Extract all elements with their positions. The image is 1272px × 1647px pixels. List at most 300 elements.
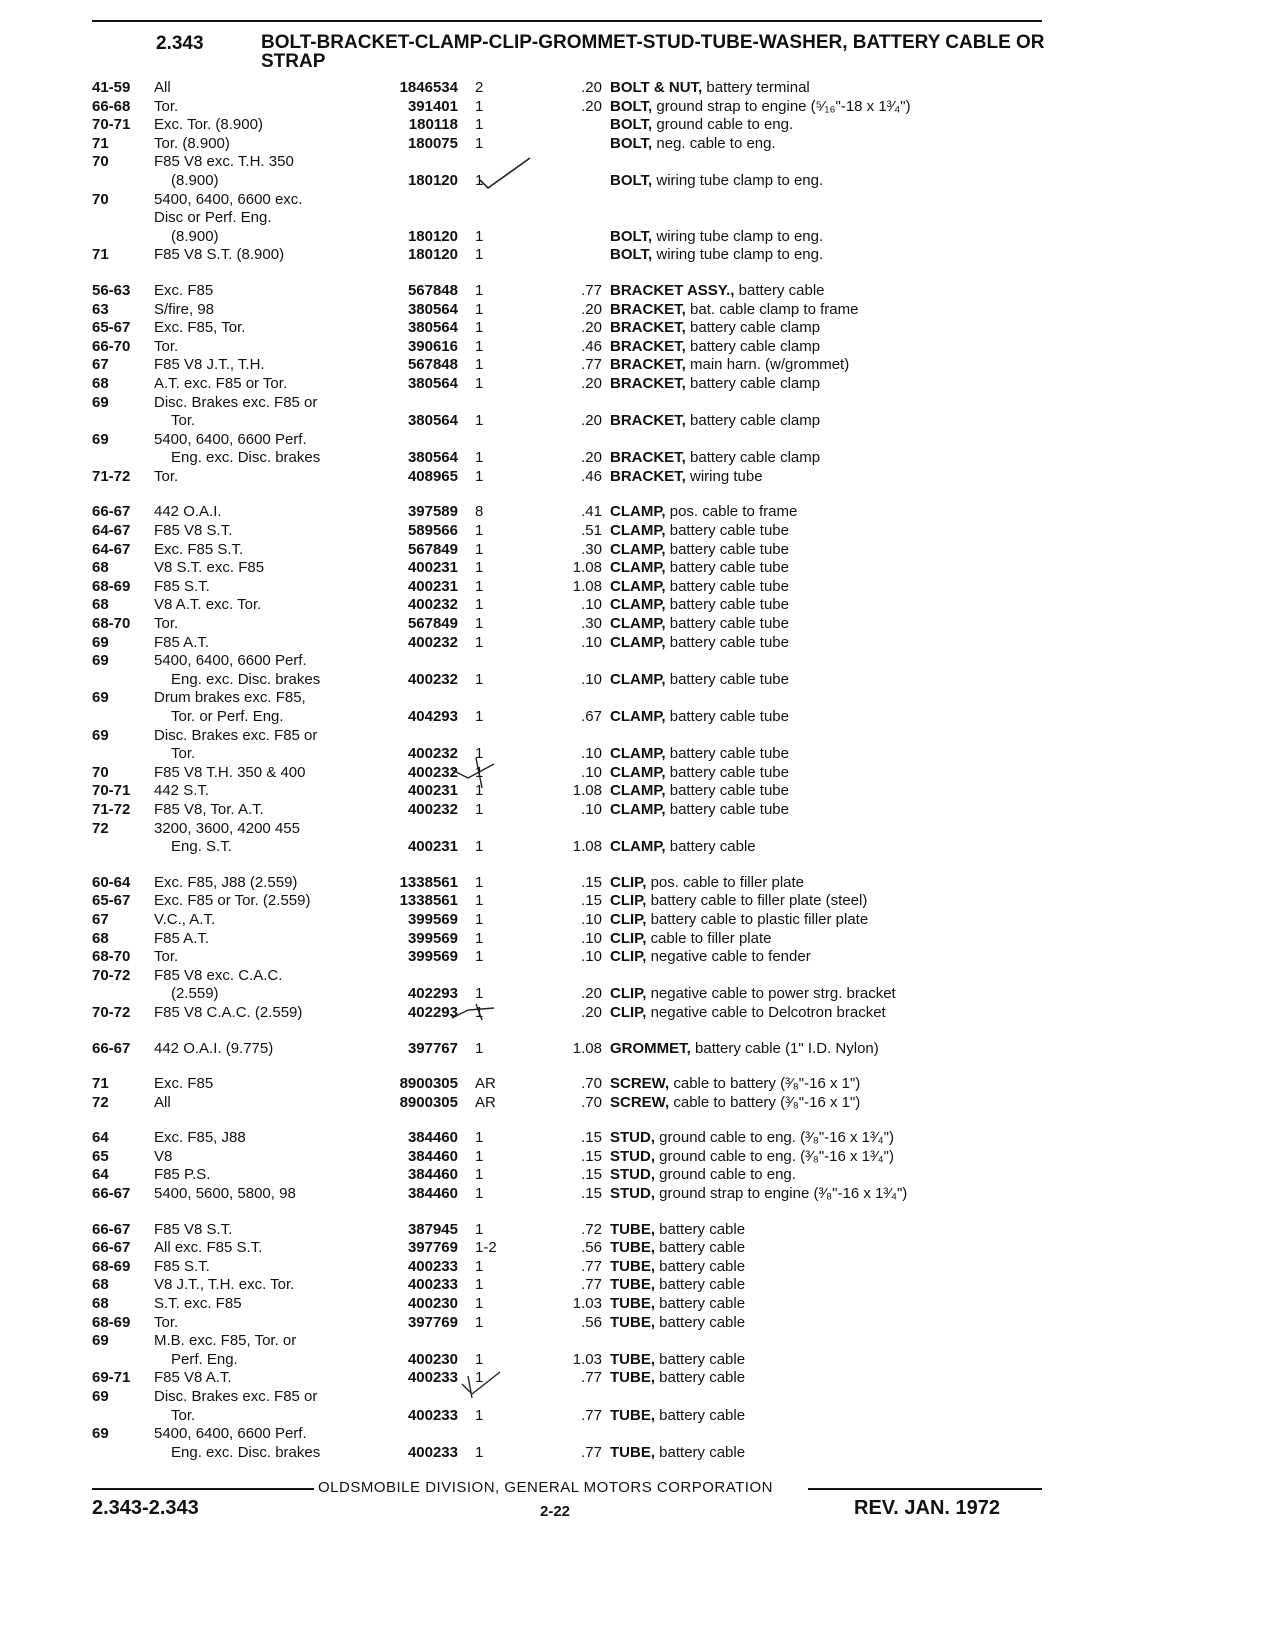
price: .10 xyxy=(581,633,602,651)
part-number: 402293 xyxy=(407,1003,458,1021)
part-description xyxy=(610,228,1040,247)
quantity: 1 xyxy=(475,97,484,115)
part-item-name: CLAMP, xyxy=(610,596,666,614)
price: .72 xyxy=(581,1220,602,1238)
application: Tor. xyxy=(154,615,179,633)
model-years: 68 xyxy=(92,929,109,947)
part-description xyxy=(610,1004,1040,1023)
part-number: 400232 xyxy=(407,670,458,688)
quantity: 1 xyxy=(475,1147,484,1165)
quantity: 8 xyxy=(475,503,484,521)
part-description xyxy=(610,930,1040,949)
quantity: 1 xyxy=(475,356,484,374)
group-gap xyxy=(92,1204,1052,1221)
part-item-name: BRACKET, xyxy=(610,374,686,392)
part-item-name: CLAMP, xyxy=(610,540,666,558)
application: Exc. F85 S.T. xyxy=(154,540,244,558)
price: .41 xyxy=(581,503,602,521)
part-row xyxy=(92,449,1052,468)
part-row xyxy=(92,745,1052,764)
part-row xyxy=(92,838,1052,857)
model-years: 68-70 xyxy=(92,615,131,633)
application: Disc or Perf. Eng. xyxy=(154,209,272,227)
application: 5400, 6400, 6600 Perf. xyxy=(154,1425,307,1443)
group-gap xyxy=(92,486,1052,503)
price: .46 xyxy=(581,337,602,355)
part-description xyxy=(610,1239,1040,1258)
model-years: 67 xyxy=(92,910,109,928)
part-item-detail: battery cable clamp xyxy=(690,374,821,392)
part-row xyxy=(92,503,1052,522)
part-item-detail: negative cable to fender xyxy=(650,948,811,966)
quantity: 1 xyxy=(475,596,484,614)
part-description xyxy=(610,356,1040,375)
part-row xyxy=(92,1148,1052,1167)
group-gap xyxy=(92,1112,1052,1129)
parts-list xyxy=(92,79,1052,1462)
part-row xyxy=(92,338,1052,357)
model-years: 66-67 xyxy=(92,1039,131,1057)
part-item-detail: cable to battery (³⁄₈"-16 x 1") xyxy=(673,1075,861,1093)
price: .10 xyxy=(581,745,602,763)
part-row xyxy=(92,1425,1052,1444)
part-item-name: CLAMP, xyxy=(610,670,666,688)
part-item-name: BRACKET, xyxy=(610,412,686,430)
part-item-detail: battery cable tube xyxy=(669,708,789,725)
application: 5400, 5600, 5800, 98 xyxy=(154,1185,296,1203)
part-item-detail: ground cable to eng. (³⁄₈"-16 x 1³⁄₄") xyxy=(659,1129,894,1147)
part-row xyxy=(92,541,1052,560)
part-number: 397769 xyxy=(407,1239,458,1257)
quantity: 1 xyxy=(475,873,484,891)
quantity: 1 xyxy=(475,577,484,595)
part-description xyxy=(610,116,1040,135)
application: 3200, 3600, 4200 455 xyxy=(154,819,300,837)
model-years: 68-69 xyxy=(92,1313,131,1331)
part-item-detail: ground cable to eng. xyxy=(659,1166,796,1184)
part-item-detail: wiring tube clamp to eng. xyxy=(656,227,824,245)
part-row xyxy=(92,191,1052,210)
part-number: 402293 xyxy=(407,985,458,1003)
part-description xyxy=(610,892,1040,911)
part-item-detail: battery cable xyxy=(659,1350,746,1368)
part-row xyxy=(92,652,1052,671)
part-description xyxy=(610,338,1040,357)
quantity: 1 xyxy=(475,1185,484,1203)
part-description xyxy=(610,615,1040,634)
part-item-detail: battery cable xyxy=(738,281,825,299)
part-row xyxy=(92,412,1052,431)
part-description xyxy=(610,412,1040,431)
model-years: 69 xyxy=(92,393,109,411)
part-row xyxy=(92,282,1052,301)
part-item-detail: battery cable tube xyxy=(669,596,789,614)
part-row xyxy=(92,431,1052,450)
part-number: 397589 xyxy=(407,503,458,521)
part-item-name: CLAMP, xyxy=(610,708,666,725)
quantity: 1 xyxy=(475,633,484,651)
part-number: 384460 xyxy=(407,1166,458,1184)
part-row xyxy=(92,820,1052,839)
part-description xyxy=(610,578,1040,597)
part-number: 8900305 xyxy=(399,1093,458,1111)
part-item-name: CLIP, xyxy=(610,1003,647,1021)
part-row xyxy=(92,375,1052,394)
price: .77 xyxy=(581,281,602,299)
application: 442 S.T. xyxy=(154,782,210,800)
top-rule xyxy=(92,20,1042,22)
part-description xyxy=(610,503,1040,522)
application: F85 A.T. xyxy=(154,929,210,947)
part-description xyxy=(610,1444,1040,1463)
part-row xyxy=(92,153,1052,172)
application: 5400, 6400, 6600 Perf. xyxy=(154,652,307,670)
part-item-name: BOLT, xyxy=(610,246,653,264)
part-number: 399569 xyxy=(407,910,458,928)
part-item-name: CLAMP, xyxy=(610,559,666,577)
part-row xyxy=(92,228,1052,247)
price: .30 xyxy=(581,615,602,633)
application: M.B. exc. F85, Tor. or xyxy=(154,1332,297,1350)
part-item-name: TUBE, xyxy=(610,1443,655,1461)
quantity: 1 xyxy=(475,1129,484,1147)
part-number: 380564 xyxy=(407,374,458,392)
part-item-name: CLAMP, xyxy=(610,745,666,763)
part-description xyxy=(610,1369,1040,1388)
part-row xyxy=(92,708,1052,727)
part-item-name: STUD, xyxy=(610,1185,655,1203)
part-number: 400233 xyxy=(407,1443,458,1461)
quantity: 1 xyxy=(475,1257,484,1275)
part-number: 400231 xyxy=(407,782,458,800)
part-item-name: BOLT, xyxy=(610,171,653,189)
part-description xyxy=(610,1094,1040,1113)
part-item-detail: battery cable xyxy=(659,1443,746,1461)
application: Drum brakes exc. F85, xyxy=(154,689,306,707)
part-row xyxy=(92,892,1052,911)
part-number: 387945 xyxy=(407,1220,458,1238)
part-item-detail: battery cable to filler plate (steel) xyxy=(650,892,868,910)
part-item-name: BOLT, xyxy=(610,227,653,245)
part-number: 400233 xyxy=(407,1369,458,1387)
part-description xyxy=(610,98,1040,117)
footer-page-number: 2-22 xyxy=(540,1503,571,1520)
part-item-name: GROMMET, xyxy=(610,1039,691,1057)
part-description xyxy=(610,708,1040,727)
model-years: 66-70 xyxy=(92,337,131,355)
part-row xyxy=(92,1221,1052,1240)
part-item-name: BRACKET, xyxy=(610,356,686,374)
part-description xyxy=(610,1075,1040,1094)
part-number: 397767 xyxy=(407,1039,458,1057)
application: Perf. Eng. xyxy=(171,1350,238,1368)
application: Tor. or Perf. Eng. xyxy=(171,708,284,725)
part-description xyxy=(610,301,1040,320)
quantity: 1 xyxy=(475,1313,484,1331)
application: Tor. xyxy=(171,745,196,763)
part-item-detail: battery cable tube xyxy=(669,540,789,558)
part-item-name: TUBE, xyxy=(610,1369,655,1387)
part-row xyxy=(92,319,1052,338)
model-years: 66-68 xyxy=(92,97,131,115)
footer-rule-right xyxy=(808,1488,1042,1490)
part-item-detail: cable to battery (³⁄₈"-16 x 1") xyxy=(673,1093,861,1111)
application: V8 S.T. exc. F85 xyxy=(154,559,265,577)
section-number: 2.343 xyxy=(156,33,204,54)
part-description xyxy=(610,874,1040,893)
model-years: 64-67 xyxy=(92,540,131,558)
group-gap xyxy=(92,265,1052,282)
model-years: 68-70 xyxy=(92,948,131,966)
quantity: 1 xyxy=(475,892,484,910)
part-description xyxy=(610,135,1040,154)
part-item-detail: battery terminal xyxy=(706,79,810,96)
part-item-detail: battery cable clamp xyxy=(690,337,821,355)
part-number: 1846534 xyxy=(399,79,458,96)
part-description xyxy=(610,838,1040,857)
application: S/fire, 98 xyxy=(154,300,215,318)
part-number: 180120 xyxy=(407,246,458,264)
quantity: 1 xyxy=(475,559,484,577)
part-row xyxy=(92,522,1052,541)
quantity: 1 xyxy=(475,134,484,152)
price: .20 xyxy=(581,97,602,115)
application: F85 S.T. xyxy=(154,577,210,595)
part-description xyxy=(610,985,1040,1004)
model-years: 63 xyxy=(92,300,109,318)
part-number: 567848 xyxy=(407,281,458,299)
quantity: 1 xyxy=(475,1220,484,1238)
part-item-name: CLAMP, xyxy=(610,522,666,540)
part-item-name: CLIP, xyxy=(610,873,647,891)
price: .20 xyxy=(581,374,602,392)
part-row xyxy=(92,1332,1052,1351)
part-item-name: CLIP, xyxy=(610,929,647,947)
part-item-detail: battery cable xyxy=(669,838,756,856)
application: F85 S.T. xyxy=(154,1257,210,1275)
part-item-name: CLAMP, xyxy=(610,763,666,781)
part-item-detail: cable to filler plate xyxy=(650,929,772,947)
part-row xyxy=(92,689,1052,708)
model-years: 72 xyxy=(92,819,109,837)
price: .77 xyxy=(581,1443,602,1461)
price: .10 xyxy=(581,763,602,781)
part-number: 400233 xyxy=(407,1406,458,1424)
application: Tor. xyxy=(154,1313,179,1331)
section-title: BOLT-BRACKET-CLAMP-CLIP-GROMMET-STUD-TUBE-WASHER, BATTERY CABLE OR STRAP xyxy=(261,32,1045,72)
part-description xyxy=(610,319,1040,338)
part-row xyxy=(92,98,1052,117)
application: F85 V8 S.T. xyxy=(154,1220,233,1238)
part-description xyxy=(610,1040,1040,1059)
footer-revision: REV. JAN. 1972 xyxy=(854,1497,1001,1519)
part-row xyxy=(92,172,1052,191)
model-years: 41-59 xyxy=(92,79,131,96)
part-description xyxy=(610,634,1040,653)
quantity: 1 xyxy=(475,1003,484,1021)
part-item-name: BOLT, xyxy=(610,97,653,115)
part-description xyxy=(610,764,1040,783)
part-row xyxy=(92,1295,1052,1314)
part-description xyxy=(610,522,1040,541)
quantity: 1 xyxy=(475,670,484,688)
quantity: 1 xyxy=(475,985,484,1003)
part-number: 384460 xyxy=(407,1185,458,1203)
part-row xyxy=(92,596,1052,615)
part-item-detail: ground strap to engine (⁵⁄₁₆"-18 x 1³⁄₄") xyxy=(656,97,911,115)
model-years: 69 xyxy=(92,430,109,448)
model-years: 69 xyxy=(92,726,109,744)
application: F85 V8 exc. T.H. 350 xyxy=(154,153,294,171)
price: .20 xyxy=(581,449,602,467)
model-years: 69 xyxy=(92,1425,109,1443)
price: .20 xyxy=(581,985,602,1003)
price: .20 xyxy=(581,300,602,318)
part-description xyxy=(610,468,1040,487)
part-number: 384460 xyxy=(407,1147,458,1165)
model-years: 68 xyxy=(92,596,109,614)
part-item-detail: battery cable xyxy=(659,1313,746,1331)
part-item-detail: battery cable tube xyxy=(669,745,789,763)
model-years: 71 xyxy=(92,134,109,152)
part-row xyxy=(92,671,1052,690)
application: 5400, 6400, 6600 Perf. xyxy=(154,430,307,448)
quantity: 2 xyxy=(475,79,484,96)
price: .77 xyxy=(581,1257,602,1275)
part-item-detail: pos. cable to frame xyxy=(669,503,798,521)
application: Tor. (8.900) xyxy=(154,134,230,152)
application: Disc. Brakes exc. F85 or xyxy=(154,393,318,411)
part-item-name: TUBE, xyxy=(610,1220,655,1238)
application: Eng. exc. Disc. brakes xyxy=(171,1443,321,1461)
model-years: 64 xyxy=(92,1129,109,1147)
application: Eng. exc. Disc. brakes xyxy=(171,449,321,467)
part-description xyxy=(610,1351,1040,1370)
quantity: 1 xyxy=(475,948,484,966)
part-item-name: STUD, xyxy=(610,1147,655,1165)
price: .10 xyxy=(581,910,602,928)
quantity: 1 xyxy=(475,1350,484,1368)
model-years: 71 xyxy=(92,1075,109,1093)
part-row xyxy=(92,1004,1052,1023)
quantity: 1 xyxy=(475,412,484,430)
model-years: 64 xyxy=(92,1166,109,1184)
part-number: 400232 xyxy=(407,763,458,781)
part-item-detail: negative cable to power strg. bracket xyxy=(650,985,896,1003)
part-item-detail: ground cable to eng. (³⁄₈"-16 x 1³⁄₄") xyxy=(659,1147,894,1165)
price: .10 xyxy=(581,800,602,818)
part-description xyxy=(610,782,1040,801)
model-years: 66-67 xyxy=(92,1239,131,1257)
price: 1.08 xyxy=(572,559,602,577)
model-years: 68-69 xyxy=(92,1257,131,1275)
footer-rule-left xyxy=(92,1488,314,1490)
part-row xyxy=(92,1444,1052,1463)
model-years: 70-72 xyxy=(92,1003,131,1021)
part-item-name: CLAMP, xyxy=(610,633,666,651)
application: All xyxy=(154,79,171,96)
part-description xyxy=(610,596,1040,615)
model-years: 65-67 xyxy=(92,892,131,910)
part-row xyxy=(92,356,1052,375)
application: Tor. xyxy=(171,412,196,430)
part-item-detail: battery cable xyxy=(659,1295,746,1313)
application: F85 V8 S.T. (8.900) xyxy=(154,246,285,264)
quantity: 1 xyxy=(475,800,484,818)
part-description xyxy=(610,1295,1040,1314)
quantity: 1 xyxy=(475,171,484,189)
price: .10 xyxy=(581,596,602,614)
part-item-detail: battery cable xyxy=(659,1220,746,1238)
part-item-detail: main harn. (w/grommet) xyxy=(690,356,850,374)
part-number: 400233 xyxy=(407,1276,458,1294)
quantity: 1-2 xyxy=(475,1239,497,1257)
application: F85 V8 A.T. xyxy=(154,1369,232,1387)
application: Tor. xyxy=(154,948,179,966)
application: (8.900) xyxy=(171,171,219,189)
part-item-name: STUD, xyxy=(610,1129,655,1147)
model-years: 70-71 xyxy=(92,782,131,800)
model-years: 66-67 xyxy=(92,1185,131,1203)
part-row xyxy=(92,468,1052,487)
part-number: 400231 xyxy=(407,559,458,577)
application: Eng. S.T. xyxy=(171,838,232,856)
part-item-name: CLAMP, xyxy=(610,800,666,818)
part-description xyxy=(610,1148,1040,1167)
application: F85 V8, Tor. A.T. xyxy=(154,800,264,818)
part-number: 400231 xyxy=(407,577,458,595)
application: Exc. F85 xyxy=(154,281,214,299)
model-years: 68 xyxy=(92,1276,109,1294)
application: F85 V8 J.T., T.H. xyxy=(154,356,265,374)
model-years: 69 xyxy=(92,689,109,707)
application: S.T. exc. F85 xyxy=(154,1295,242,1313)
part-description xyxy=(610,541,1040,560)
part-row xyxy=(92,1185,1052,1204)
part-description xyxy=(610,79,1040,98)
quantity: 1 xyxy=(475,910,484,928)
part-item-name: TUBE, xyxy=(610,1350,655,1368)
quantity: 1 xyxy=(475,782,484,800)
application: Exc. F85 xyxy=(154,1075,214,1093)
price: .15 xyxy=(581,1166,602,1184)
application: Disc. Brakes exc. F85 or xyxy=(154,726,318,744)
part-row xyxy=(92,727,1052,746)
part-number: 380564 xyxy=(407,319,458,337)
model-years: 70-71 xyxy=(92,116,131,134)
quantity: 1 xyxy=(475,116,484,134)
part-item-detail: battery cable clamp xyxy=(690,412,821,430)
part-number: 400230 xyxy=(407,1295,458,1313)
application: Exc. Tor. (8.900) xyxy=(154,116,263,134)
part-description xyxy=(610,449,1040,468)
application: Exc. F85, Tor. xyxy=(154,319,246,337)
part-row xyxy=(92,874,1052,893)
application: Tor. xyxy=(154,467,179,485)
application: V.C., A.T. xyxy=(154,910,216,928)
price: .15 xyxy=(581,1129,602,1147)
part-item-detail: ground strap to engine (³⁄₈"-16 x 1³⁄₄") xyxy=(659,1185,908,1203)
quantity: 1 xyxy=(475,929,484,947)
part-description xyxy=(610,1221,1040,1240)
part-item-name: BRACKET, xyxy=(610,300,686,318)
price: .30 xyxy=(581,540,602,558)
part-number: 1338561 xyxy=(399,892,458,910)
model-years: 65 xyxy=(92,1147,109,1165)
application: 5400, 6400, 6600 exc. xyxy=(154,190,303,208)
part-description xyxy=(610,1129,1040,1148)
part-row xyxy=(92,116,1052,135)
